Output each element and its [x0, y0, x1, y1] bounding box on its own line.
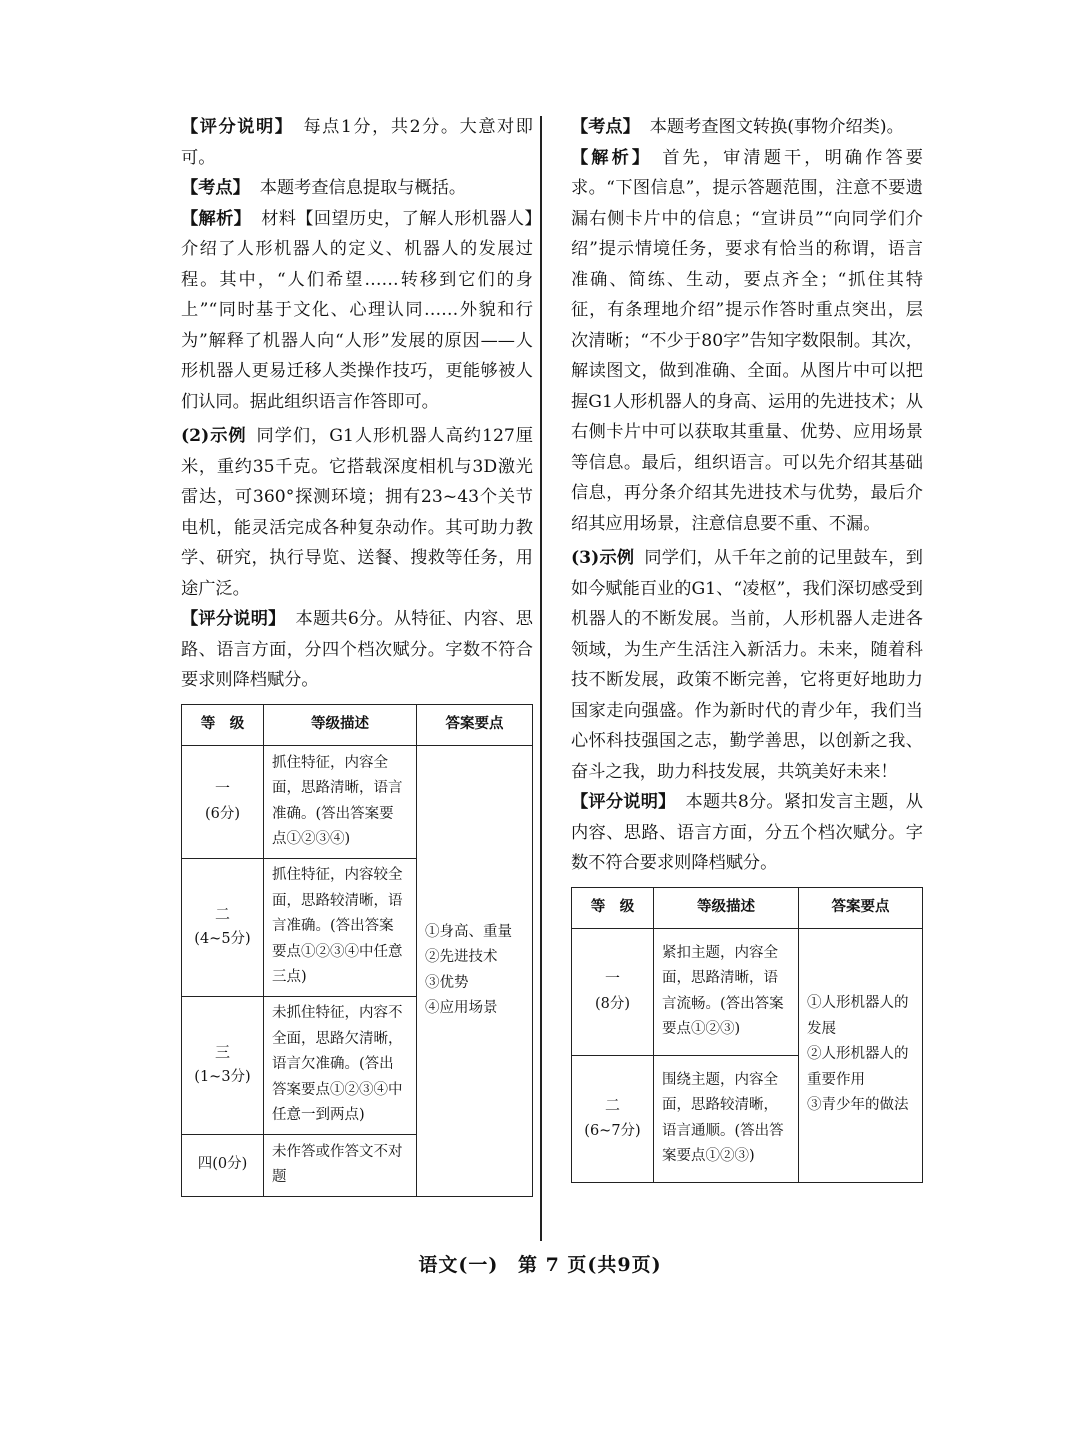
para-text: 本题共6分。从特征、内容、思路、语言方面，分四个档次赋分。字数不符合要求则降档赋分。	[181, 609, 533, 690]
header-key-points: 答案要点	[799, 887, 923, 928]
key-point: ②人形机器人的重要作用	[807, 1046, 909, 1088]
level-points: (6~7分)	[584, 1122, 641, 1139]
header-level: 等 级	[182, 704, 264, 745]
level-name: 二	[604, 1096, 620, 1114]
header-key-points: 答案要点	[417, 704, 533, 745]
para-label: 【解析】	[571, 147, 653, 168]
level-name: 一	[214, 779, 230, 797]
left-para-5	[181, 604, 533, 696]
column-divider	[540, 116, 542, 1241]
level-name: 二	[214, 904, 230, 923]
level-cell	[182, 858, 264, 996]
header-description: 等级描述	[654, 887, 799, 928]
key-point: ③青少年的做法	[807, 1097, 909, 1114]
table-header-row	[572, 887, 923, 928]
level-cell: 四(0分)	[182, 1134, 264, 1196]
right-para-4	[571, 787, 923, 879]
level-points: (8分)	[594, 995, 631, 1012]
key-point: ①身高、重量	[425, 923, 512, 940]
level-points: (1~3分)	[194, 1069, 251, 1085]
para-label: 【评分说明】	[181, 609, 286, 629]
para-label: 【解析】	[181, 208, 252, 229]
table-header-row	[182, 704, 533, 745]
level-cell	[572, 928, 654, 1055]
left-para-3	[181, 204, 533, 418]
level-cell	[182, 745, 264, 858]
left-scoring-table	[181, 704, 533, 1197]
para-label: 【评分说明】	[181, 117, 294, 137]
table-row	[572, 928, 923, 1055]
description-cell: 未作答或作答文不对题	[264, 1134, 417, 1196]
key-point: ①人形机器人的发展	[807, 995, 909, 1037]
footer-subject: 语文(一)	[418, 1254, 499, 1276]
level-name: 三	[214, 1042, 230, 1061]
para-text: 本题共8分。紧扣发言主题，从内容、思路、语言方面，分五个档次赋分。字数不符合要求则降档赋分。	[571, 792, 923, 873]
left-para-2	[181, 173, 533, 204]
description-cell: 围绕主题，内容全面，思路较清晰，语言通顺。(答出答案要点①②③)	[654, 1055, 799, 1182]
left-para-4	[181, 421, 533, 604]
para-text: 同学们，从千年之前的记里鼓车，到如今赋能百业的G1、“凌枢”，我们深切感受到机器人的不断发展。当前，人形机器人走进各领域，为生产生活注入新活力。未来，随着科技不断发展，政策不断完善，它将更好地助力国家走向强盛。作为新时代的青少年，我们当心怀科技强国之志，勤学善思，以创新之我、奋斗之我，助力科技发展，共筑美好未来！	[571, 548, 923, 782]
right-para-1	[571, 112, 923, 143]
right-para-3	[571, 543, 923, 787]
level-points: (4~5分)	[194, 931, 251, 947]
key-points-cell	[417, 745, 533, 1196]
footer-page-number: 第 7 页(共9页)	[517, 1254, 662, 1276]
para-label: (3)示例	[571, 548, 635, 568]
right-column	[571, 112, 923, 1183]
level-points: (6分)	[204, 805, 241, 822]
level-name: 一	[604, 969, 620, 987]
key-point: ③优势	[425, 974, 469, 991]
key-points-cell	[799, 928, 923, 1182]
page-footer	[0, 1250, 1080, 1277]
key-point: ④应用场景	[425, 1000, 498, 1016]
para-label: 【评分说明】	[571, 792, 676, 812]
right-para-2	[571, 143, 923, 540]
description-cell: 抓住特征，内容全面，思路清晰，语言准确。(答出答案要点①②③④)	[264, 745, 417, 858]
para-text: 本题考查信息提取与概括。	[259, 178, 467, 198]
level-cell	[182, 996, 264, 1134]
header-description: 等级描述	[264, 704, 417, 745]
para-label: 【考点】	[181, 178, 250, 198]
right-scoring-table	[571, 887, 923, 1183]
left-para-1	[181, 112, 533, 173]
left-column	[181, 112, 533, 1197]
description-cell: 未抓住特征，内容不全面，思路欠清晰，语言欠准确。(答出答案要点①②③④中任意一到两点)	[264, 996, 417, 1134]
para-text: 同学们，G1人形机器人高约127厘米，重约35千克。它搭载深度相机与3D激光雷达，可360°探测环境；拥有23~43个关节电机，能灵活完成各种复杂动作。其可助力教学、研究，执行导览、送餐、搜救等任务，用途广泛。	[181, 426, 533, 599]
para-label: 【考点】	[571, 117, 640, 137]
key-point: ②先进技术	[425, 949, 498, 965]
table-row	[182, 745, 533, 858]
level-cell	[572, 1055, 654, 1182]
para-label: (2)示例	[181, 426, 247, 446]
description-cell: 紧扣主题，内容全面，思路清晰，语言流畅。(答出答案要点①②③)	[654, 928, 799, 1055]
para-text: 本题考查图文转换(事物介绍类)。	[649, 117, 904, 137]
description-cell: 抓住特征，内容较全面，思路较清晰，语言准确。(答出答案要点①②③④中任意三点)	[264, 858, 417, 996]
header-level: 等 级	[572, 887, 654, 928]
para-text: 每点1分，共2分。大意对即可。	[181, 117, 533, 168]
para-text: 材料【回望历史，了解人形机器人】介绍了人形机器人的定义、机器人的发展过程。其中，“人们希望……转移到它们的身上”“同时基于文化、心理认同……外貌和行为”解释了机器人向“人形”发展的原因——人形机器人更易迁移人类操作技巧，更能够被人们认同。据此组织语言作答即可。	[181, 208, 533, 412]
para-text: 首先，审清题干，明确作答要求。“下图信息”，提示答题范围，注意不要遗漏右侧卡片中的信息；“宣讲员”“向同学们介绍”提示情境任务，要求有恰当的称谓，语言准确、简练、生动，要点齐全；“抓住其特征，有条理地介绍”提示作答时重点突出，层次清晰；“不少于80字”告知字数限制。其次，解读图文，做到准确、全面。从图片中可以把握G1人形机器人的身高、运用的先进技术；从右侧卡片中可以获取其重量、优势、应用场景等信息。最后，组织语言。可以先介绍其基础信息，再分条介绍其先进技术与优势，最后介绍其应用场景，注意信息要不重、不漏。	[571, 147, 923, 534]
